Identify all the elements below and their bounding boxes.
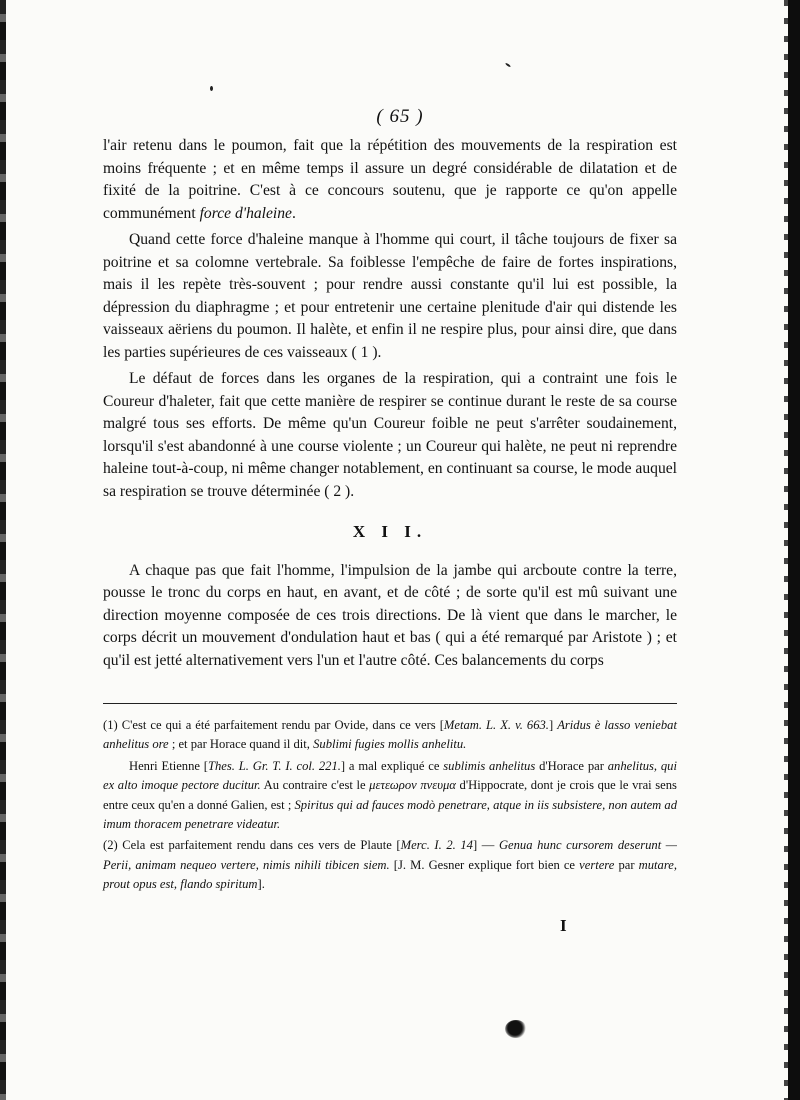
page-right-edge-shadow	[788, 0, 800, 1100]
footnote-2: (2) Cela est parfaitement rendu dans ces vers de Plaute [Merc. I. 2. 14] — Genua hunc cursorem deserunt — Perii, animam nequeo vertere, nimis nihili tibicen siem. [J. M. Gesner explique fort bien ce vertere par mutare, prout opus est, flando spiritum].	[103, 838, 678, 892]
ink-speck	[210, 86, 213, 91]
catchword: I	[560, 916, 567, 935]
footnote-1-continued: Henri Etienne [Thes. L. Gr. T. I. col. 221.] a mal expliqué ce sublimis anhelitus d'Horace par anhelitus, qui ex alto imoque pectore ducitur. Au contraire c'est le μετεωρον πνευμα d'Hippocrate, dont je crois que le vrai sens entre ceux qu'en a donné Galien, est ; Spiritus qui ad fauces modò penetrare, atque in iis subsistere, non autem ad imum thoracem penetrare videatur.	[103, 758, 677, 832]
paragraph: Quand cette force d'haleine manque à l'homme qui court, il tâche toujours de fixer sa poitrine et sa colomne vertebrale. Sa foiblesse l'empêche de faire de fortes inspirations, mais il les repète très-souvent ; pour rendre aussi constante qu'il lui est possible, la dépression du diaphragme ; et pour entretenir une certaine plenitude d'air qui distende les vaisseaux aëriens du poumon. Il halète, et enfin il ne respire plus, pour ainsi dire, que dans les parties supérieures de ces vaisseaux ( 1 ).	[103, 231, 677, 361]
ink-speck	[505, 62, 511, 67]
italic-phrase: force d'haleine	[199, 204, 292, 222]
main-text	[103, 135, 677, 672]
section-heading: X I I.	[352, 522, 428, 541]
ink-blot-ornament	[505, 1020, 527, 1038]
page-number: ( 65 )	[376, 106, 424, 127]
paragraph: l'air retenu dans le poumon, fait que la répétition des mouvements de la respiration est moins fréquente ; et en même temps il assure un degré considérable de dilatation et de fixité de la poitrine. C'est à ce concours soutenu, que je rapporte ce qu'on appelle communément force d'haleine.	[103, 137, 677, 222]
paragraph: Le défaut de forces dans les organes de la respiration, qui a contraint une fois le Coureur d'haleter, fait que cette manière de respirer se continue durant le reste de sa course malgré tous ses efforts. De même qu'un Coureur foible ne peut s'arrêter soudainement, lorsqu'il s'est abandonné à une course violente ; un Coureur qui halète, ne peut ni reprendre haleine tout-à-coup, ni même changer notablement, en continuant sa course, le mode auquel sa respiration se trouve déterminée ( 2 ).	[103, 370, 677, 500]
footnotes	[103, 716, 677, 895]
footnote-rule	[103, 703, 677, 704]
page-left-edge-shadow	[0, 0, 6, 1100]
footnote-1: (1) C'est ce qui a été parfaitement rendu par Ovide, dans ce vers [Metam. L. X. v. 663.] Aridus è lasso veniebat anhelitus ore ; et par Horace quand il dit, Sublimi fugies mollis anhelitu.	[103, 718, 677, 752]
paragraph: A chaque pas que fait l'homme, l'impulsion de la jambe qui arcboute contre la terre, pousse le tronc du corps en haut, en avant, et de côté ; de sorte qu'il est mû suivant une direction moyenne composée de ces trois directions. De là vient que dans le marcher, le corps décrit un mouvement d'ondulation haut et bas ( qui a été remarqué par Aristote ) ; et qu'il est jetté alternativement vers l'un et l'autre côté. Ces balancements du corps	[103, 561, 677, 669]
